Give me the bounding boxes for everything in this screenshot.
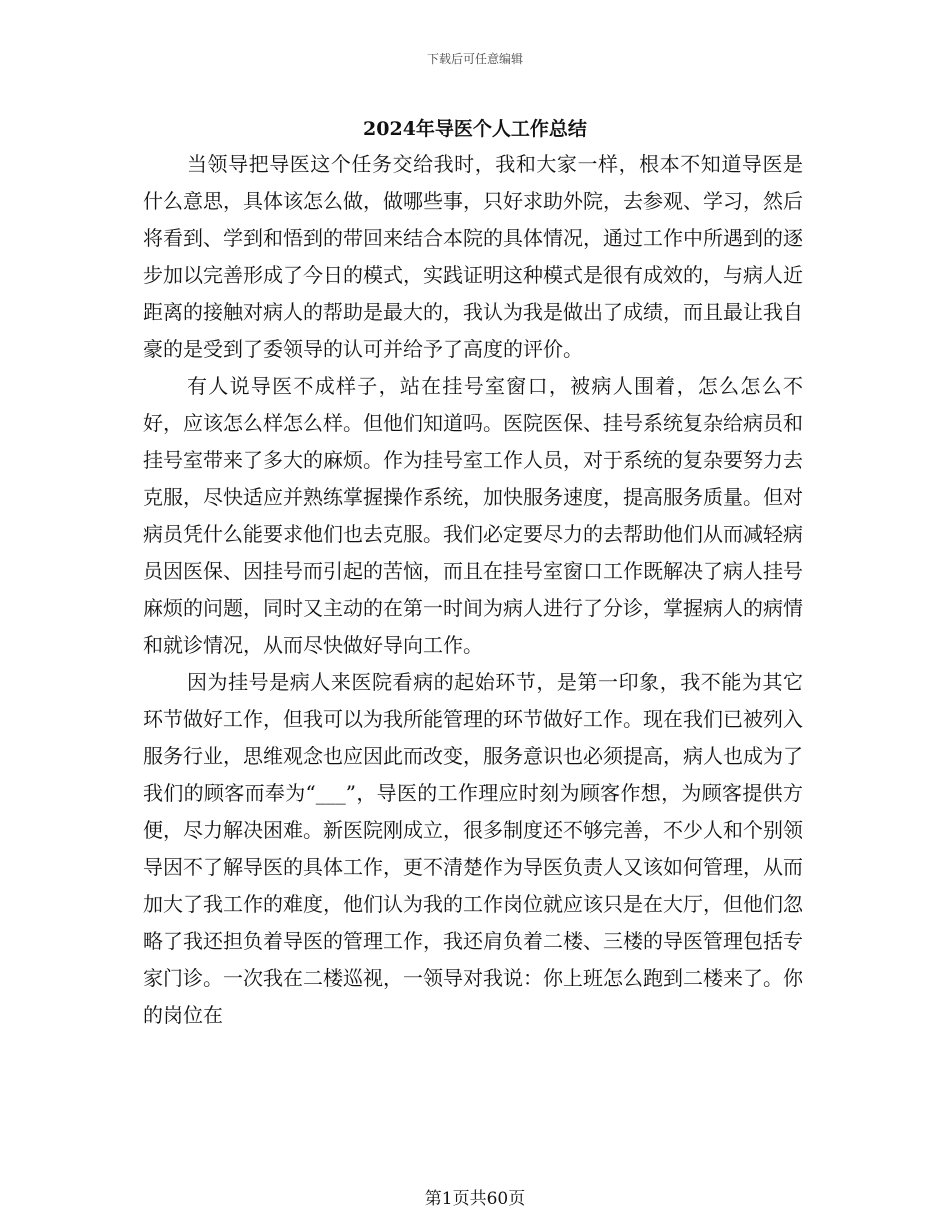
paragraph-2: 有人说导医不成样子，站在挂号室窗口，被病人围着，怎么怎么不好，应该怎么样怎么样。但他们知道吗。医院医保、挂号系统复杂给病员和挂号室带来了多大的麻烦。作为挂号室工作人员，对于系统的复杂要努力去克服，尽快适应并熟练掌握操作系统，加快服务速度，提高服务质量。但对病员凭什么能要求他们也去克服。我们必定要尽力的去帮助他们从而减轻病员因医保、因挂号而引起的苦恼，而且在挂号室窗口工作既解决了病人挂号麻烦的问题，同时又主动的在第一时间为病人进行了分诊，掌握病人的病情和就诊情况，从而尽快做好导向工作。 xyxy=(143,374,803,657)
paragraph-1: 当领导把导医这个任务交给我时，我和大家一样，根本不知道导医是什么意思，具体该怎么做，做哪些事，只好求助外院，去参观、学习，然后将看到、学到和悟到的带回来结合本院的具体情况，通过工作中所遇到的逐步加以完善形成了今日的模式，实践证明这种模式是很有成效的，与病人近距离的接触对病人的帮助是最大的，我认为我是做出了成绩，而且最让我自豪的是受到了委领导的认可并给予了高度的评价。 xyxy=(143,152,803,361)
document-body xyxy=(143,146,803,1034)
paragraph-3: 因为挂号是病人来医院看病的起始环节，是第一印象，我不能为其它环节做好工作，但我可以为我所能管理的环节做好工作。现在我们已被列入服务行业，思维观念也应因此而改变，服务意识也必须提高，病人也成为了我们的顾客而奉为“___”，导医的工作理应时刻为顾客作想，为顾客提供方便，尽力解决困难。新医院刚成立，很多制度还不够完善，不少人和个别领导因不了解导医的具体工作，更不清楚作为导医负责人又该如何管理，从而加大了我工作的难度，他们认为我的工作岗位就应该只是在大厅，但他们忽略了我还担负着导医的管理工作，我还肩负着二楼、三楼的导医管理包括专家门诊。一次我在二楼巡视，一领导对我说：你上班怎么跑到二楼来了。你的岗位在 xyxy=(143,670,803,1027)
page-header-note: 下载后可任意编辑 xyxy=(426,52,523,66)
document-title: 2024年导医个人工作总结 xyxy=(363,118,587,140)
page-footer-number: 第1页共60页 xyxy=(424,1189,526,1209)
